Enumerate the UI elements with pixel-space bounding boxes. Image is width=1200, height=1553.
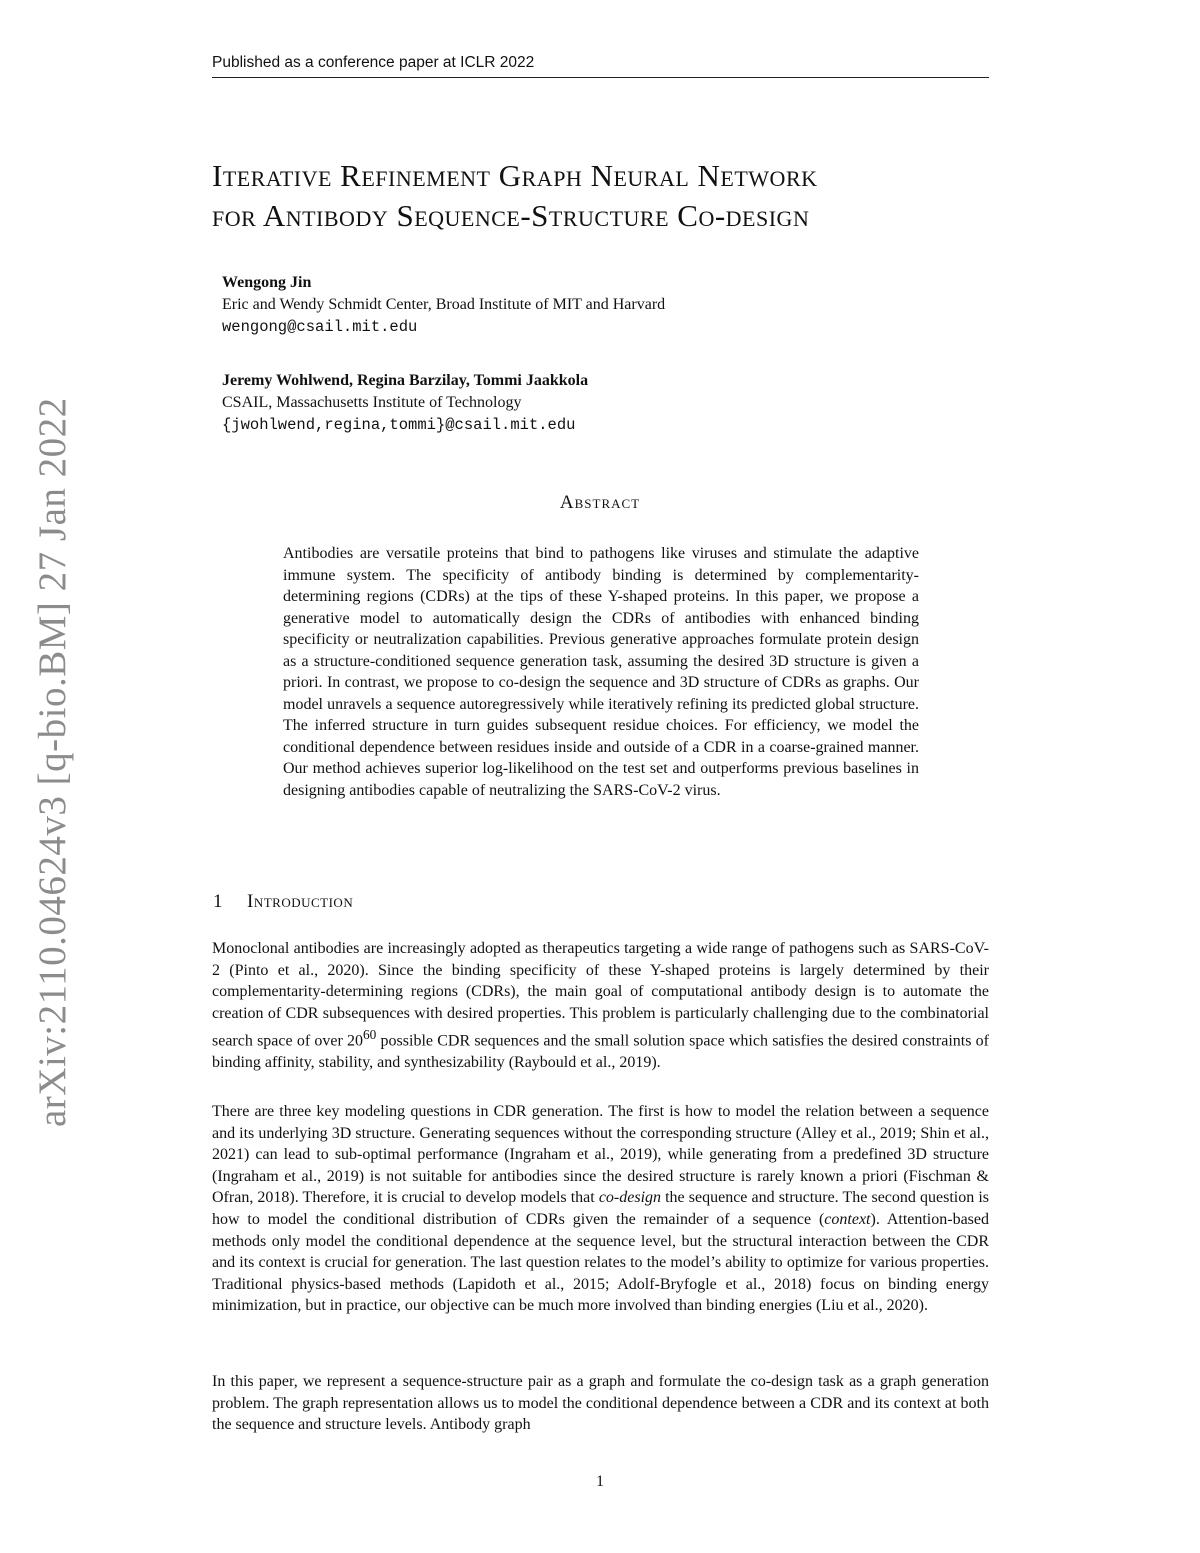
- paragraph-2: [212, 1101, 989, 1317]
- author-names: Wengong Jin: [222, 274, 312, 291]
- paragraph-text: possible CDR sequences and the small solution space which satisfies the desired constraints of binding affinity, stability, and synthesizability (Raybould et al., 2019).: [212, 1032, 990, 1072]
- title-line-2: for Antibody Sequence-Structure Co-design: [212, 198, 810, 233]
- math-exponent: 60: [363, 1027, 377, 1043]
- paragraph-1: [212, 938, 989, 1074]
- section-heading: [213, 891, 353, 913]
- paragraph-3: In this paper, we represent a sequence-structure pair as a graph and formulate the co-design task as a graph generation problem. The graph representation allows us to model the conditional dependence between a CDR and its context at both the sequence and structure levels. Antibody graph: [212, 1373, 989, 1434]
- author-email: wengong@csail.mit.edu: [222, 318, 418, 336]
- author-block-2: [222, 370, 982, 436]
- arxiv-identifier: arXiv:2110.04624v3 [q-bio.BM] 27 Jan 2022: [31, 397, 74, 1127]
- author-affiliation: CSAIL, Massachusetts Institute of Technology: [222, 394, 522, 411]
- math-base: 20: [347, 1032, 364, 1050]
- abstract-heading: Abstract: [559, 492, 641, 513]
- emphasis-text: context: [824, 1210, 871, 1228]
- paper-title: [212, 156, 1012, 236]
- paragraph-text: the sequence and structure. The second question is how to model the conditional distribution of CDRs given the remainder of a sequence (: [212, 1189, 989, 1228]
- section-title: Introduction: [247, 891, 354, 912]
- emphasis-text: co-design: [598, 1189, 662, 1207]
- author-email: {jwohlwend,regina,tommi}@csail.mit.edu: [222, 416, 576, 434]
- page-number: 1: [596, 1473, 604, 1490]
- paragraph-text: ). Attention-based methods only model the conditional dependence at the sequence level, but the structural interaction between the CDR and its context is crucial for generation. The last question relates to the model’s ability to optimize for various properties. Traditional physics-based methods (Lapidoth et al., 2015; Adolf-Bryfogle et al., 2018) focus on binding energy minimization, but in practice, our objective can be much more involved than binding energies (Liu et al., 2020).: [212, 1210, 990, 1315]
- paragraph-text: Monoclonal antibodies are increasingly adopted as therapeutics targeting a wide range of pathogens such as SARS-CoV-2 (Pinto et al., 2020). Since the binding specificity of these Y-shaped proteins is largely determined by their complementarity-determining regions (CDRs), the main goal of computational antibody design is to automate the creation of CDR subsequences with desired properties. This problem is particularly challenging due to the combinatorial search space of over: [212, 940, 989, 1050]
- title-line-1: Iterative Refinement Graph Neural Network: [212, 158, 818, 193]
- section-number: 1: [213, 891, 223, 912]
- author-names: Jeremy Wohlwend, Regina Barzilay, Tommi Jaakkola: [222, 372, 589, 389]
- paragraph-text: There are three key modeling questions in CDR generation. The first is how to model the relation between a sequence and its underlying 3D structure. Generating sequences without the corresponding structure (Alley et al., 2019; Shin et al., 2021) can lead to sub-optimal performance (Ingraham et al., 2019), while generating from a predefined 3D structure (Ingraham et al., 2019) is not suitable for antibodies since the desired structure is rarely known a priori (Fischman & Ofran, 2018). Therefore, it is crucial to develop models that: [212, 1103, 989, 1207]
- abstract-text: Antibodies are versatile proteins that bind to pathogens like viruses and stimulate the adaptive immune system. The specificity of antibody binding is determined by complementarity-determining regions (CDRs) at the tips of these Y-shaped proteins. In this paper, we propose a generative model to automatically design the CDRs of antibodies with enhanced binding specificity or neutralization capabilities. Previous generative approaches formulate protein design as a structure-conditioned sequence generation task, assuming the desired 3D structure is given a priori. In contrast, we propose to co-design the sequence and 3D structure of CDRs as graphs. Our model unravels a sequence autoregressively while iteratively refining its predicted global structure. The inferred structure in turn guides subsequent residue choices. For efficiency, we model the conditional dependence between residues inside and outside of a CDR in a coarse-grained manner. Our method achieves superior log-likelihood on the test set and outperforms previous baselines in designing antibodies capable of neutralizing the SARS-CoV-2 virus.: [283, 545, 919, 799]
- running-header: Published as a conference paper at ICLR 2022: [212, 54, 989, 78]
- author-affiliation: Eric and Wendy Schmidt Center, Broad Institute of MIT and Harvard: [222, 296, 666, 313]
- author-block-1: [222, 272, 982, 338]
